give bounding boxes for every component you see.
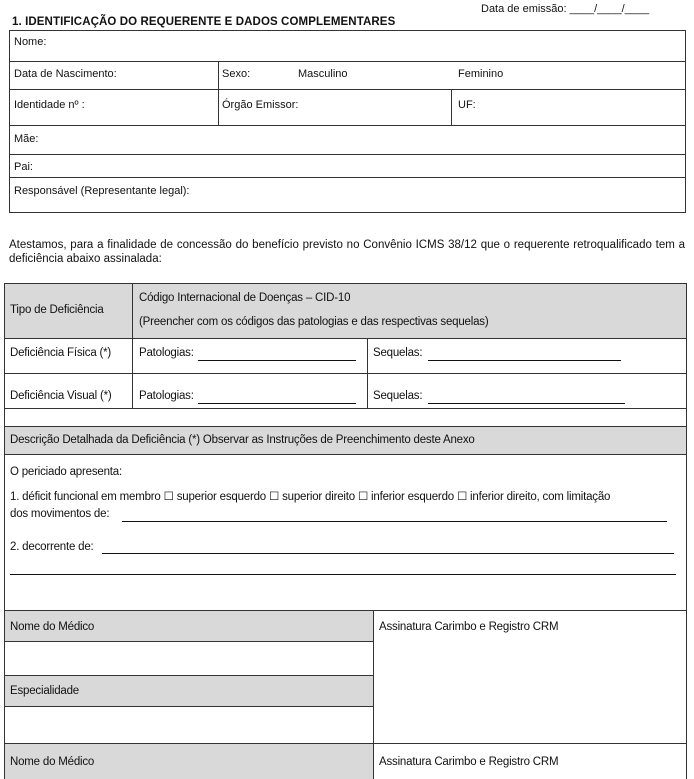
doctor-name-label-2: Nome do Médico — [10, 756, 95, 768]
sex-option-female: Feminino — [458, 68, 504, 80]
cid-header-line2: (Preencher com os códigos das patologias e das respectivas sequelas) — [139, 316, 489, 328]
description-item1-line2: dos movimentos de: — [10, 508, 110, 520]
sex-option-male: Masculino — [298, 68, 348, 80]
specialty-label: Especialidade — [10, 685, 80, 697]
doctor-name-label: Nome do Médico — [10, 621, 95, 633]
guardian-field-label: Responsável (Representante legal): — [14, 185, 190, 197]
physical-sequelae-label: Sequelas: — [373, 347, 423, 359]
physical-sequelae-line — [428, 360, 621, 361]
description-intro: O periciado apresenta: — [10, 466, 122, 478]
sex-field-label: Sexo: — [222, 68, 251, 80]
description-item1-line1: 1. déficit funcional em membro ☐ superior esquerdo ☐ superior direito ☐ inferior esquerdo ☐ inferior direito, com limitação — [10, 491, 611, 503]
visual-sequelae-line — [428, 403, 625, 404]
emission-date-label: Data de emissão: ____/____/____ — [481, 3, 650, 15]
father-field-label: Pai: — [14, 161, 33, 173]
cid-header-line1: Código Internacional de Doenças – CID-10 — [139, 292, 351, 304]
name-field-label: Nome: — [14, 36, 47, 48]
type-header: Tipo de Deficiência — [10, 304, 104, 316]
visual-deficiency-label: Deficiência Visual (*) — [10, 390, 112, 402]
physical-deficiency-label: Deficiência Física (*) — [10, 347, 112, 359]
cause-line-1 — [102, 553, 674, 554]
signature-label-2: Assinatura Carimbo e Registro CRM — [379, 756, 559, 768]
mother-field-label: Mãe: — [14, 133, 39, 145]
physical-pathologies-line — [198, 360, 356, 361]
issuer-field-label: Órgão Emissor: — [222, 99, 299, 111]
signature-label: Assinatura Carimbo e Registro CRM — [379, 621, 559, 633]
identity-field-label: Identidade nº : — [14, 99, 85, 111]
movements-line — [122, 521, 667, 522]
visual-pathologies-label: Patologias: — [139, 390, 194, 402]
birth-date-field-label: Data de Nascimento: — [14, 68, 117, 80]
visual-pathologies-line — [198, 403, 356, 404]
physical-pathologies-label: Patologias: — [139, 347, 194, 359]
visual-sequelae-label: Sequelas: — [373, 390, 423, 402]
uf-field-label: UF: — [458, 99, 476, 111]
description-item2: 2. decorrente de: — [10, 541, 94, 553]
section-title: 1. IDENTIFICAÇÃO DO REQUERENTE E DADOS COMPLEMENTARES — [12, 16, 396, 28]
attestation-text: Atestamos, para a finalidade de concessão do benefício previsto no Convênio ICMS 38/12 que o requerente retroqualificado tem a deficiência abaixo assinalada: — [9, 239, 685, 265]
description-header: Descrição Detalhada da Deficiência (*) Observar as Instruções de Preenchimento deste Anexo — [10, 434, 475, 446]
cause-line-2 — [10, 574, 676, 575]
